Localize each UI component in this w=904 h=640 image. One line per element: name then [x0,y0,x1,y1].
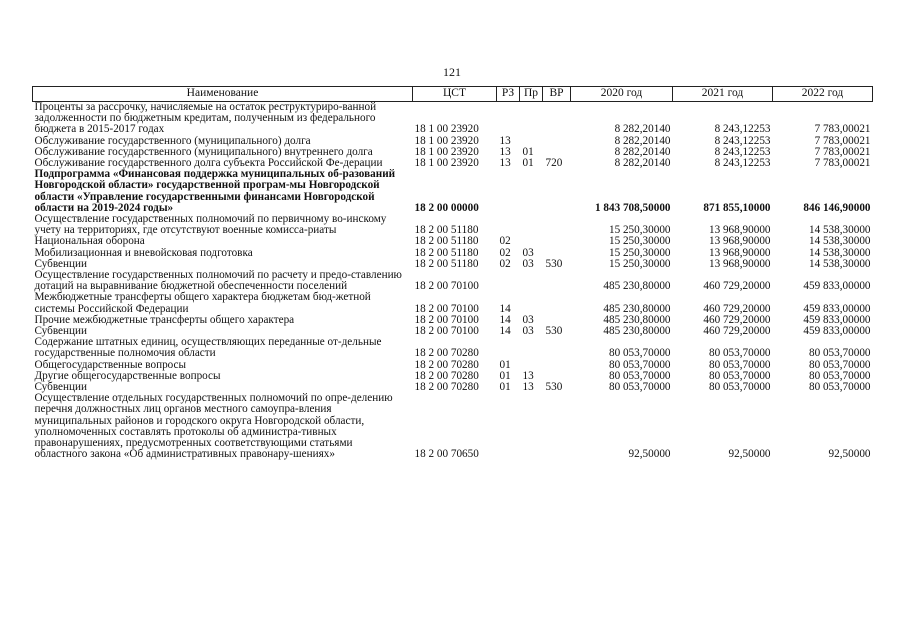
row-value-2020: 1 843 708,50000 [594,201,671,214]
row-name: Обслуживание государственного (муниципального) внутреннего долга [34,145,373,158]
row-name: Национальная оборона [34,235,145,248]
row-value-2021: 13 968,90000 [708,257,771,270]
row-value-2022: 459 833,00000 [803,280,871,293]
column-header-pr: Пр [520,87,543,102]
row-value-2022: 14 538,30000 [808,257,871,270]
row-value-2020: 80 053,70000 [608,369,671,382]
row-cst-code: 18 2 00 70280 [414,369,479,382]
budget-table [32,86,873,461]
row-name: Подпрограмма «Финансовая поддержка муниципальных об-разований Новгородской области» государственной програм-мы Новгородской области «Управление государственными финансами Новгородской области на 2019-2024 годы» [34,168,396,214]
table-row [33,292,873,314]
row-value-2020: 80 053,70000 [608,381,671,394]
row-value-2020: 15 250,30000 [608,246,671,259]
row-rz-code: 02 [499,235,511,248]
row-value-2020: 485 230,80000 [603,280,671,293]
row-name: Субвенции [34,257,87,270]
row-rz-code [497,169,520,214]
row-cst-code: 18 2 00 70280 [414,347,479,360]
row-value-2022: 7 783,00021 [814,123,871,136]
row-vr-code [543,360,571,371]
row-pr-code [520,337,543,359]
row-name: Прочие межбюджетные трансферты общего характера [34,313,295,326]
row-value-2020: 80 053,70000 [608,358,671,371]
row-vr-code [543,169,571,214]
row-vr-code: 530 [545,381,563,394]
row-rz-code [497,102,520,136]
row-value-2021: 8 243,12253 [714,145,771,158]
row-value-2022: 80 053,70000 [808,358,871,371]
table-row [33,270,873,292]
row-value-2022: 92,50000 [828,448,871,461]
row-pr-code: 03 [522,257,534,270]
row-name: Обслуживание государственного долга субъекта Российской Фе-дерации [34,157,383,170]
row-name: Мобилизационная и вневойсковая подготовка [34,246,253,259]
table-header [33,87,873,102]
row-rz-code [497,214,520,236]
row-name: Субвенции [34,325,87,338]
row-cst-code: 18 2 00 51180 [414,235,479,248]
row-pr-code [520,393,543,460]
row-value-2021: 80 053,70000 [708,381,771,394]
row-value-2021: 80 053,70000 [708,369,771,382]
row-vr-code [543,214,571,236]
row-pr-code [520,214,543,236]
row-cst-code: 18 2 00 70280 [414,358,479,371]
row-rz-code: 02 [499,257,511,270]
row-value-2020: 485 230,80000 [603,325,671,338]
table-row [33,236,873,247]
row-name: Общегосударственные вопросы [34,358,187,371]
row-cst-code: 18 1 00 23920 [414,157,479,170]
row-rz-code: 13 [499,134,511,147]
row-cst-code: 18 1 00 23920 [414,145,479,158]
row-cst-code: 18 2 00 70100 [414,280,479,293]
row-value-2020: 80 053,70000 [608,347,671,360]
row-cst-code: 18 2 00 70100 [414,302,479,315]
row-pr-code: 13 [522,381,534,394]
row-rz-code: 01 [499,369,511,382]
row-cst-code: 18 2 00 70100 [414,313,479,326]
row-value-2022: 846 146,90000 [803,201,871,214]
row-value-2021: 13 968,90000 [708,235,771,248]
row-pr-code [520,169,543,214]
row-pr-code: 03 [522,325,534,338]
table-row [33,393,873,460]
row-cst-code: 18 2 00 70100 [414,325,479,338]
row-pr-code [520,236,543,247]
table-row [33,214,873,236]
row-value-2021: 8 243,12253 [714,123,771,136]
row-value-2020: 15 250,30000 [608,224,671,237]
row-value-2022: 7 783,00021 [814,134,871,147]
row-value-2021: 460 729,20000 [703,325,771,338]
column-header-rz: РЗ [497,87,520,102]
row-pr-code: 01 [522,157,534,170]
row-value-2021: 460 729,20000 [703,280,771,293]
row-value-2022: 7 783,00021 [814,157,871,170]
row-rz-code: 14 [499,325,511,338]
row-value-2020: 485 230,80000 [603,302,671,315]
row-rz-code [497,270,520,292]
row-cst-code: 18 2 00 00000 [414,201,479,214]
row-name: Другие общегосударственные вопросы [34,369,221,382]
row-name: Содержание штатных единиц, осуществляющих переданные от-дельные государственные полномочия области [34,336,382,360]
row-pr-code: 01 [522,145,534,158]
row-vr-code [543,292,571,314]
row-pr-code: 03 [522,246,534,259]
row-name: Проценты за рассрочку, начисляемые на остаток реструктуриро-ванной задолженности по бюджетным кредитам, полученным из федерального бюджета в 2015-2017 годах [34,101,377,136]
row-value-2020: 15 250,30000 [608,235,671,248]
row-value-2022: 14 538,30000 [808,235,871,248]
row-cst-code: 18 2 00 51180 [414,246,479,259]
row-cst-code: 18 2 00 51180 [414,257,479,270]
table-body [33,102,873,461]
row-value-2021: 80 053,70000 [708,347,771,360]
row-vr-code: 530 [545,325,563,338]
row-rz-code: 13 [499,145,511,158]
row-value-2021: 13 968,90000 [708,224,771,237]
row-value-2022: 14 538,30000 [808,246,871,259]
row-value-2020: 8 282,20140 [614,123,671,136]
table-row [33,169,873,214]
row-rz-code: 01 [499,358,511,371]
row-value-2021: 13 968,90000 [708,246,771,259]
column-header-2020: 2020 год [571,87,673,102]
row-pr-code: 13 [522,369,534,382]
row-rz-code: 02 [499,246,511,259]
row-pr-code: 03 [522,313,534,326]
row-vr-code [543,270,571,292]
column-header-cst: ЦСТ [413,87,497,102]
column-header-2021: 2021 год [673,87,773,102]
table-row [33,102,873,136]
row-value-2021: 8 243,12253 [714,134,771,147]
row-value-2020: 8 282,20140 [614,145,671,158]
row-value-2021: 80 053,70000 [708,358,771,371]
header-row [33,87,873,102]
row-value-2022: 80 053,70000 [808,369,871,382]
row-rz-code: 13 [499,157,511,170]
row-value-2021: 8 243,12253 [714,157,771,170]
row-vr-code [543,393,571,460]
row-pr-code [520,270,543,292]
row-value-2022: 14 538,30000 [808,224,871,237]
row-name: Межбюджетные трансферты общего характера бюджетам бюд-жетной системы Российской Федерации [34,291,371,315]
row-vr-code [543,337,571,359]
row-vr-code: 720 [545,157,563,170]
row-value-2022: 80 053,70000 [808,347,871,360]
row-value-2022: 459 833,00000 [803,325,871,338]
column-header-name: Наименование [33,87,413,102]
row-value-2021: 460 729,20000 [703,313,771,326]
row-vr-code: 530 [545,257,563,270]
row-value-2022: 459 833,00000 [803,302,871,315]
row-rz-code: 14 [499,302,511,315]
row-pr-code [520,102,543,136]
row-value-2020: 8 282,20140 [614,157,671,170]
row-name: Осуществление государственных полномочий по первичному во-инскому учету на территориях, где отсутствуют военные комисса-риаты [34,213,387,237]
column-header-vr: ВР [543,87,571,102]
row-rz-code: 14 [499,313,511,326]
row-cst-code: 18 2 00 70280 [414,381,479,394]
row-rz-code [497,393,520,460]
row-name: Осуществление государственных полномочий по расчету и предо-ставлению дотаций на выравнивание бюджетной обеспеченности поселений [34,269,402,293]
row-value-2021: 92,50000 [728,448,771,461]
column-header-2022: 2022 год [773,87,873,102]
row-value-2021: 871 855,10000 [703,201,771,214]
row-name: Осуществление отдельных государственных полномочий по опре-делению перечня должностных лиц органов местного самоупра-вления муниципальных районов и городского округа Новгородской области, уполномоченных составлять протоколы об администра-тивных правонарушениях, предусмотренных соответствующими статьями областного закона «Об административных правонару-шениях» [34,392,393,461]
row-value-2020: 485 230,80000 [603,313,671,326]
row-value-2020: 15 250,30000 [608,257,671,270]
table-row [33,337,873,359]
row-rz-code: 01 [499,381,511,394]
row-cst-code: 18 2 00 70650 [414,448,479,461]
row-vr-code [543,102,571,136]
row-cst-code: 18 2 00 51180 [414,224,479,237]
row-value-2022: 459 833,00000 [803,313,871,326]
row-rz-code [497,337,520,359]
row-value-2021: 460 729,20000 [703,302,771,315]
row-vr-code [543,236,571,247]
row-name: Субвенции [34,381,87,394]
row-value-2022: 7 783,00021 [814,145,871,158]
row-value-2022: 80 053,70000 [808,381,871,394]
row-cst-code: 18 1 00 23920 [414,134,479,147]
row-pr-code [520,292,543,314]
page-number: 121 [443,65,461,79]
row-value-2020: 92,50000 [628,448,671,461]
row-name: Обслуживание государственного (муниципального) долга [34,134,311,147]
row-value-2020: 8 282,20140 [614,134,671,147]
row-cst-code: 18 1 00 23920 [414,123,479,136]
row-vr-code [543,136,571,147]
